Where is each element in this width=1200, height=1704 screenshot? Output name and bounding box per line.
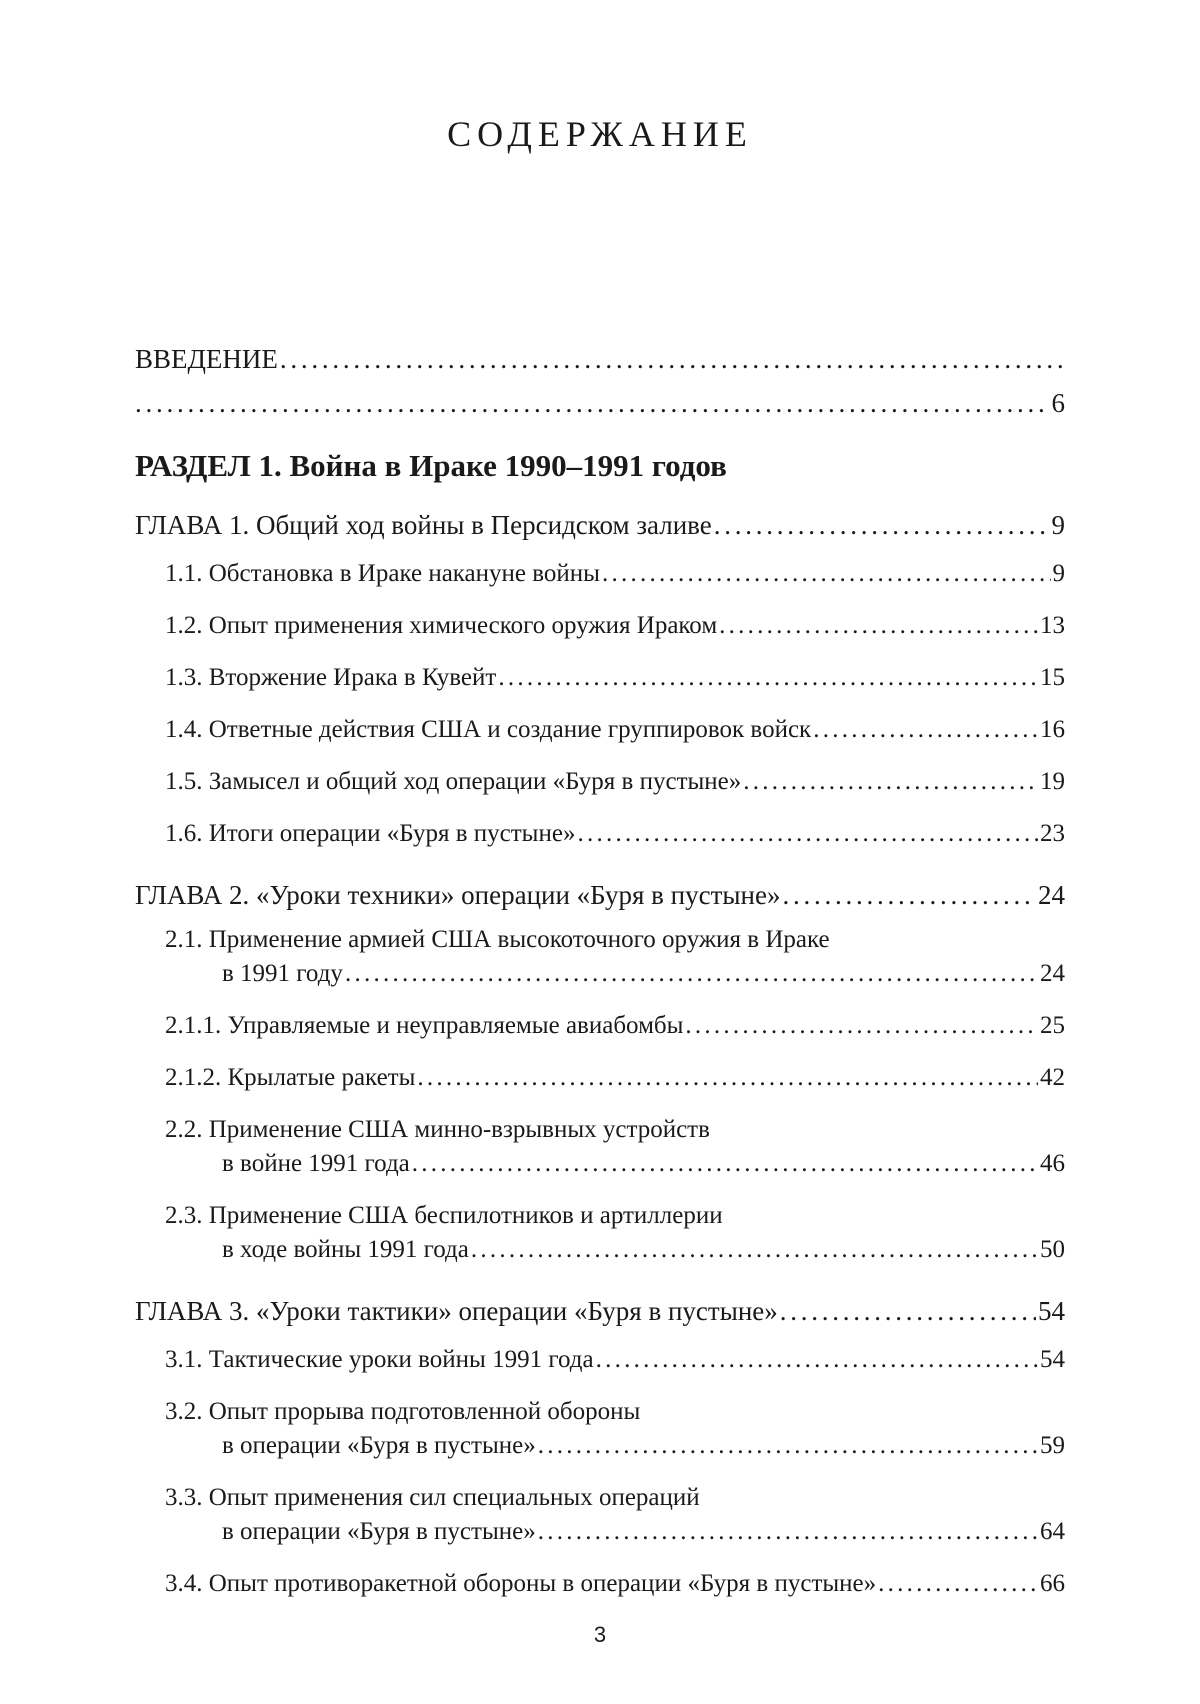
toc-section-3-3[interactable] — [222, 1518, 1065, 1546]
toc-section-3-3-title[interactable]: 3.3. Опыт применения сил специальных операций — [165, 1484, 700, 1511]
toc-section-3-1[interactable] — [165, 1346, 1065, 1374]
toc-section-1-5[interactable] — [165, 768, 1065, 796]
toc-page-number: 54 — [1038, 1296, 1065, 1326]
toc-section-2-2-title[interactable]: 2.2. Применение США минно-взрывных устройств — [165, 1116, 710, 1143]
toc-page-number: 24 — [1038, 880, 1065, 910]
toc-entry-label: в операции «Буря в пустыне» — [222, 1432, 536, 1459]
toc-page-number: 50 — [1040, 1236, 1065, 1263]
dot-leader — [538, 1518, 1038, 1546]
toc-page-number: 6 — [1051, 388, 1065, 418]
page-title: СОДЕРЖАНИЕ — [447, 114, 753, 154]
part-heading: РАЗДЕЛ 1. Война в Ираке 1990–1991 годов — [135, 448, 727, 483]
toc-chapter-2[interactable] — [135, 880, 1065, 911]
dot-leader — [782, 880, 1036, 911]
toc-page-number: 23 — [1040, 820, 1065, 847]
toc-section-3-2[interactable] — [222, 1432, 1065, 1460]
dot-leader — [813, 716, 1038, 744]
dot-leader — [780, 1296, 1036, 1327]
toc-section-1-3[interactable] — [165, 664, 1065, 692]
toc-entry-label: 2.1.2. Крылатые ракеты — [165, 1064, 416, 1091]
dot-leader — [417, 1064, 1038, 1092]
dot-leader — [498, 664, 1038, 692]
toc-section-2-3-title[interactable]: 2.3. Применение США беспилотников и артиллерии — [165, 1202, 723, 1229]
dot-leader — [135, 388, 1050, 419]
toc-page-number: 59 — [1040, 1432, 1065, 1459]
dot-leader — [280, 344, 1063, 375]
toc-page-number: 42 — [1040, 1064, 1065, 1091]
dot-leader — [577, 820, 1038, 848]
toc-section-2-1-2[interactable] — [165, 1064, 1065, 1092]
toc-chapter-1[interactable] — [135, 510, 1065, 541]
toc-entry-label: ГЛАВА 1. Общий ход войны в Персидском заливе — [135, 510, 712, 540]
page-number: 3 — [593, 1622, 607, 1647]
toc-entry-label: ВВЕДЕНИЕ — [135, 344, 278, 374]
toc-entry-label: в операции «Буря в пустыне» — [222, 1518, 536, 1545]
toc-page-number: 15 — [1040, 664, 1065, 691]
toc-page-number: 16 — [1040, 716, 1065, 743]
toc-entry-label: 1.1. Обстановка в Ираке накануне войны — [165, 560, 600, 587]
dot-leader — [345, 960, 1038, 988]
toc-section-2-1-title[interactable]: 2.1. Применение армией США высокоточного оружия в Ираке — [165, 926, 830, 953]
toc-section-1-2[interactable] — [165, 612, 1065, 640]
dot-leader — [596, 1346, 1038, 1374]
dot-leader — [878, 1570, 1038, 1598]
toc-entry-label: 1.3. Вторжение Ирака в Кувейт — [165, 664, 497, 691]
toc-entry-label: 1.5. Замысел и общий ход операции «Буря в пустыне» — [165, 768, 742, 795]
toc-entry-label: в ходе войны 1991 года — [222, 1236, 469, 1263]
toc-page-number: 64 — [1040, 1518, 1065, 1545]
dot-leader — [743, 768, 1038, 796]
toc-page-number: 66 — [1040, 1570, 1065, 1597]
dot-leader — [685, 1012, 1038, 1040]
toc-entry-label: 1.2. Опыт применения химического оружия Ираком — [165, 612, 718, 639]
dot-leader — [471, 1236, 1038, 1264]
dot-leader — [714, 510, 1050, 541]
dot-leader — [719, 612, 1038, 640]
toc-entry-label: 2.1.1. Управляемые и неуправляемые авиабомбы — [165, 1012, 684, 1039]
toc-entry-intro-continued[interactable] — [135, 388, 1065, 419]
toc-section-1-4[interactable] — [165, 716, 1065, 744]
toc-page-number: 46 — [1040, 1150, 1065, 1177]
toc-section-2-3[interactable] — [222, 1236, 1065, 1264]
toc-page-number: 9 — [1051, 510, 1065, 540]
toc-entry-label: 3.1. Тактические уроки войны 1991 года — [165, 1346, 594, 1373]
toc-page-number: 25 — [1040, 1012, 1065, 1039]
toc-page-number: 24 — [1040, 960, 1065, 987]
toc-section-3-2-title[interactable]: 3.2. Опыт прорыва подготовленной обороны — [165, 1398, 641, 1425]
toc-section-2-1[interactable] — [222, 960, 1065, 988]
toc-entry-intro[interactable] — [135, 344, 1065, 375]
toc-section-2-2[interactable] — [222, 1150, 1065, 1178]
toc-page-number: 19 — [1040, 768, 1065, 795]
toc-entry-label: 1.6. Итоги операции «Буря в пустыне» — [165, 820, 576, 847]
toc-section-3-4[interactable] — [165, 1570, 1065, 1598]
toc-entry-label: ГЛАВА 3. «Уроки тактики» операции «Буря в пустыне» — [135, 1296, 778, 1326]
dot-leader — [538, 1432, 1038, 1460]
toc-entry-label: 1.4. Ответные действия США и создание группировок войск — [165, 716, 812, 743]
toc-section-1-6[interactable] — [165, 820, 1065, 848]
toc-entry-label: в 1991 году — [222, 960, 343, 987]
toc-page-number: 13 — [1040, 612, 1065, 639]
dot-leader — [602, 560, 1051, 588]
toc-entry-label: в войне 1991 года — [222, 1150, 410, 1177]
toc-page-number: 9 — [1052, 560, 1065, 587]
toc-entry-label: ГЛАВА 2. «Уроки техники» операции «Буря в пустыне» — [135, 880, 781, 910]
toc-section-1-1[interactable] — [165, 560, 1065, 588]
toc-chapter-3[interactable] — [135, 1296, 1065, 1327]
dot-leader — [412, 1150, 1038, 1178]
toc-entry-label: 3.4. Опыт противоракетной обороны в операции «Буря в пустыне» — [165, 1570, 877, 1597]
toc-page-number: 54 — [1040, 1346, 1065, 1373]
toc-section-2-1-1[interactable] — [165, 1012, 1065, 1040]
